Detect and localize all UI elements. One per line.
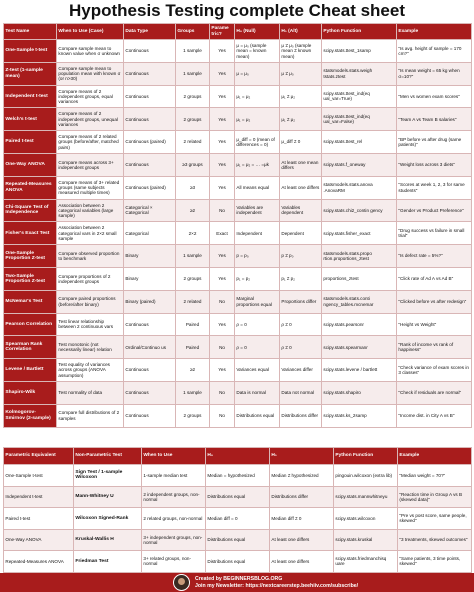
table-cell: No: [210, 199, 235, 222]
table-cell: Compare paired proportions (before/after binary): [57, 290, 124, 313]
column-header: H₀ (Null): [235, 24, 280, 40]
table-cell: Yes: [210, 62, 235, 85]
table-cell: At least one differs: [280, 176, 322, 199]
table-cell: p ≠ p₀: [280, 245, 322, 268]
table-cell: Yes: [210, 313, 235, 336]
table-cell: 2 groups: [176, 108, 210, 131]
table-row: [4, 336, 472, 359]
table-cell: scipy.stats.ttest_ind(eq ual_var=True): [322, 85, 397, 108]
table-cell: ≥2: [176, 359, 210, 382]
table-cell: scipy.stats.kruskal: [334, 529, 398, 551]
table-cell: scipy.stats.pearsonr: [322, 313, 397, 336]
table-row: [4, 40, 472, 63]
table-cell: Compare sample mean to known value when σ unknown: [57, 40, 124, 63]
table-cell: "Is defect rate = 5%?": [397, 245, 472, 268]
row-label-cell: Repeated-Measures ANOVA: [4, 551, 74, 573]
table-row: [4, 131, 472, 154]
column-header: Example: [398, 448, 472, 465]
table-cell: p = p₀: [235, 245, 280, 268]
table-cell: 3+ independent groups, non-normal: [142, 529, 206, 551]
table-cell: scipy.stats.levene / bartlett: [322, 359, 397, 382]
table-cell: scipy.stats.mannwhitneyu: [334, 486, 398, 508]
table-row: [4, 508, 472, 530]
table-cell: Variables dependent: [280, 199, 322, 222]
author-avatar: [173, 574, 190, 591]
column-header: Example: [397, 24, 472, 40]
table-cell: statsmodels.stats.conti ngency_tables.mcnemar: [322, 290, 397, 313]
table-cell: ≥3 groups: [176, 153, 210, 176]
table-cell: "Income dist. in City A vs B": [397, 404, 472, 427]
column-header: When to Use: [142, 448, 206, 465]
table-cell: Binary: [124, 267, 176, 290]
table-cell: Friedman Test: [74, 551, 142, 573]
row-label-cell: Levene / Bartlett: [4, 359, 57, 382]
table-cell: Wilcoxon Signed-Rank: [74, 508, 142, 530]
table-cell: Compare means of 3+ related groups (same subjects measured multiple times): [57, 176, 124, 199]
table-cell: Compare means of 2 related groups (before/after, matched pairs): [57, 131, 124, 154]
table-cell: scipy.stats.f_oneway: [322, 153, 397, 176]
table-cell: Continuous (paired): [124, 176, 176, 199]
table-cell: No: [210, 404, 235, 427]
table-cell: Data not normal: [280, 381, 322, 404]
table-cell: scipy.stats.friedmanchisq uare: [334, 551, 398, 573]
table-cell: 1 sample: [176, 62, 210, 85]
table-cell: "Check if residuals are normal": [397, 381, 472, 404]
table-cell: scipy.stats.ttest_1samp: [322, 40, 397, 63]
table-cell: 2 independent groups, non-normal: [142, 486, 206, 508]
table-cell: Continuous: [124, 404, 176, 427]
table-cell: "Median weight = 70?": [398, 465, 472, 487]
table-cell: "BP before vs after drug (same patients)": [397, 131, 472, 154]
table-cell: "3 treatments, skewed outcomes": [398, 529, 472, 551]
table-cell: "Is mean weight = 65 kg when σ=10?": [397, 62, 472, 85]
table-cell: 2×2: [176, 222, 210, 245]
table-row: [4, 290, 472, 313]
table-cell: Proportions differ: [280, 290, 322, 313]
table-cell: scipy.stats.spearmanr: [322, 336, 397, 359]
table-cell: "Rank of income vs rank of happiness": [397, 336, 472, 359]
table-cell: Kruskal-Wallis H: [74, 529, 142, 551]
table-cell: Binary: [124, 245, 176, 268]
table-cell: Yes: [210, 108, 235, 131]
table-cell: Median ≠ hypothesized: [270, 465, 334, 487]
table-cell: Distributions equal: [206, 551, 270, 573]
table-cell: "Is avg. height of sample = 170 cm?": [397, 40, 472, 63]
table-cell: Test linear relationship between 2 continuous vars: [57, 313, 124, 336]
row-label-cell: McNemar's Test: [4, 290, 57, 313]
table-cell: scipy.stats.shapiro: [322, 381, 397, 404]
table-cell: Continuous: [124, 153, 176, 176]
table-cell: Variables are independent: [235, 199, 280, 222]
table-header-row: [4, 24, 472, 40]
table-cell: ≥3: [176, 176, 210, 199]
column-header: Python Function: [322, 24, 397, 40]
table-cell: μ₁ ≠ μ₂: [280, 108, 322, 131]
table-row: [4, 313, 472, 336]
row-label-cell: Paired t-test: [4, 508, 74, 530]
row-label-cell: Paired t-test: [4, 131, 57, 154]
nonparametric-tests-table: [3, 447, 472, 573]
table-cell: 2 related: [176, 290, 210, 313]
table-cell: 1 sample: [176, 245, 210, 268]
table-cell: Compare means across 3+ independent groups: [57, 153, 124, 176]
table-cell: Compare observed proportion to benchmark: [57, 245, 124, 268]
table-row: [4, 381, 472, 404]
table-cell: scipy.stats.ttest_ind(eq ual_var=False): [322, 108, 397, 131]
table-cell: No: [210, 336, 235, 359]
footer-newsletter-link[interactable]: Join my Newsletter: https://nextcareerstep.beehiiv.com/subscribe/: [195, 583, 359, 589]
table-row: [4, 529, 472, 551]
table-cell: μ ≠ μ₀ (sample mean ≠ known mean): [280, 40, 322, 63]
table-cell: "Reaction time in Group A vs B (skewed data)": [398, 486, 472, 508]
table-cell: At least one mean differs: [280, 153, 322, 176]
table-cell: scipy.stats.ttest_rel: [322, 131, 397, 154]
table-cell: Continuous: [124, 40, 176, 63]
table-cell: "Team A vs Team B salaries": [397, 108, 472, 131]
column-header: When to Use (Case): [57, 24, 124, 40]
table-cell: μ₁ = μ₂ = … =μk: [235, 153, 280, 176]
table-cell: Continuous: [124, 313, 176, 336]
row-label-cell: Independent t-test: [4, 85, 57, 108]
table-cell: Dependent: [280, 222, 322, 245]
table-cell: Median diff ≠ 0: [270, 508, 334, 530]
table-cell: Marginal proportions equal: [235, 290, 280, 313]
row-label-cell: Welch's t-test: [4, 108, 57, 131]
table-row: [4, 267, 472, 290]
table-cell: 2 related groups, non-normal: [142, 508, 206, 530]
row-label-cell: Z-test (1-sample mean): [4, 62, 57, 85]
table-cell: μ = μ₀ (sample mean = known mean): [235, 40, 280, 63]
table-cell: Continuous: [124, 85, 176, 108]
table-row: [4, 222, 472, 245]
row-label-cell: One-Sample t-test: [4, 465, 74, 487]
table-cell: Test monotonic (not necessarily linear) relation: [57, 336, 124, 359]
table-cell: 1-sample median test: [142, 465, 206, 487]
table-cell: All means equal: [235, 176, 280, 199]
table-cell: Continuous (paired): [124, 131, 176, 154]
row-label-cell: Fisher's Exact Test: [4, 222, 57, 245]
table-cell: μ ≠ μ₀: [280, 62, 322, 85]
row-label-cell: Independent t-test: [4, 486, 74, 508]
column-header: H₁ (Alt): [280, 24, 322, 40]
table-cell: Compare sample mean to population mean with known σ (or n>30): [57, 62, 124, 85]
table-cell: Yes: [210, 245, 235, 268]
table-cell: Exact: [210, 222, 235, 245]
table-cell: μ₁ = μ₂: [235, 85, 280, 108]
table-cell: "Gender vs Product Preference": [397, 199, 472, 222]
table-cell: Compare means of 2 independent groups, unequal variances: [57, 108, 124, 131]
table-cell: "Check variance of exam scores in 3 classes": [397, 359, 472, 382]
column-header: H₀: [206, 448, 270, 465]
column-header: Parame tric?: [210, 24, 235, 40]
table-row: [4, 176, 472, 199]
table-cell: μ₁ ≠ μ₂: [280, 85, 322, 108]
table-cell: At least one differs: [270, 529, 334, 551]
table-row: [4, 465, 472, 487]
table-cell: "Men vs women exam scores": [397, 85, 472, 108]
table-cell: Yes: [210, 267, 235, 290]
table-cell: Mann-Whitney U: [74, 486, 142, 508]
table-cell: Binary (paired): [124, 290, 176, 313]
table-cell: Continuous: [124, 62, 176, 85]
column-header: Data Type: [124, 24, 176, 40]
table-cell: Paired: [176, 313, 210, 336]
table-cell: 2 groups: [176, 267, 210, 290]
row-label-cell: One-Way ANOVA: [4, 153, 57, 176]
table-cell: Yes: [210, 359, 235, 382]
footer-credit: Created by BEGINNERSBLOG.ORG: [195, 576, 283, 582]
table-cell: Test normality of data: [57, 381, 124, 404]
column-header: Test Name: [4, 24, 57, 40]
table-cell: 2 groups: [176, 404, 210, 427]
row-label-cell: One-Way ANOVA: [4, 529, 74, 551]
table-cell: μ = μ₀: [235, 62, 280, 85]
table-row: [4, 199, 472, 222]
table-body: [4, 465, 472, 573]
table-cell: Yes: [210, 176, 235, 199]
table-cell: 1 sample: [176, 381, 210, 404]
table-cell: "Click rate of Ad A vs Ad B": [397, 267, 472, 290]
table-cell: Distributions differ: [280, 404, 322, 427]
column-header: Python Function: [334, 448, 398, 465]
table-cell: 2 related: [176, 131, 210, 154]
table-cell: p₁ ≠ p₂: [280, 267, 322, 290]
table-cell: Sign Test / 1-sample Wilcoxon: [74, 465, 142, 487]
table-cell: statsmodels.stats.anova .AnovaRM: [322, 176, 397, 199]
table-cell: Categorical: [124, 222, 176, 245]
table-cell: Data is normal: [235, 381, 280, 404]
row-label-cell: Two-Sample Proportion Z-test: [4, 267, 57, 290]
column-header: Groups: [176, 24, 210, 40]
table-cell: No: [210, 381, 235, 404]
column-header: H₁: [270, 448, 334, 465]
table-cell: Distributions equal: [206, 529, 270, 551]
table-cell: Yes: [210, 131, 235, 154]
table-row: [4, 62, 472, 85]
table-cell: scipy.stats.wilcoxon: [334, 508, 398, 530]
column-header: Non-Parametric Test: [74, 448, 142, 465]
table-cell: Compare means of 2 independent groups, equal variances: [57, 85, 124, 108]
table-cell: statsmodels.stats.weigh tstats.ztest: [322, 62, 397, 85]
table-cell: Compare full distributions of 2 samples: [57, 404, 124, 427]
table-row: [4, 404, 472, 427]
table-row: [4, 359, 472, 382]
table-cell: Variances differ: [280, 359, 322, 382]
table-cell: ρ = 0: [235, 313, 280, 336]
table-cell: "Height vs Weight": [397, 313, 472, 336]
row-label-cell: Chi-Square Test of Independence: [4, 199, 57, 222]
table-cell: Continuous: [124, 381, 176, 404]
table-cell: scipy.stats.fisher_exact: [322, 222, 397, 245]
table-cell: Ordinal/Continuo us: [124, 336, 176, 359]
table-body: [4, 40, 472, 428]
table-cell: "Weight loss across 3 diets": [397, 153, 472, 176]
table-cell: ρ ≠ 0: [280, 313, 322, 336]
table-cell: Distributions equal: [235, 404, 280, 427]
table-cell: pingouin.wilcoxon (extra lib): [334, 465, 398, 487]
table-cell: "Drug success vs failure in small trial": [397, 222, 472, 245]
table-cell: Paired: [176, 336, 210, 359]
row-label-cell: One-Sample t-test: [4, 40, 57, 63]
table-cell: 2 groups: [176, 85, 210, 108]
table-cell: Yes: [210, 153, 235, 176]
table-cell: μ₁ = μ₂: [235, 108, 280, 131]
row-label-cell: One-Sample Proportion Z-test: [4, 245, 57, 268]
table-cell: Categorical × Categorical: [124, 199, 176, 222]
row-label-cell: Shapiro-Wilk: [4, 381, 57, 404]
column-header: Parametric Equivalent: [4, 448, 74, 465]
table-cell: 1 sample: [176, 40, 210, 63]
table-header-row: [4, 448, 472, 465]
table-cell: Distributions differ: [270, 486, 334, 508]
table-cell: μ_diff ≠ 0: [280, 131, 322, 154]
table-cell: Independent: [235, 222, 280, 245]
table-cell: "Pre vs post score, same people, skewed": [398, 508, 472, 530]
table-cell: Continuous: [124, 108, 176, 131]
table-cell: Yes: [210, 40, 235, 63]
table-cell: No: [210, 290, 235, 313]
table-cell: scipy.stats.chi2_contin gency: [322, 199, 397, 222]
parametric-tests-table: [3, 23, 472, 428]
table-cell: Compare proportions of 2 independent groups: [57, 267, 124, 290]
table-cell: Test equality of variances across groups (ANOVA assumption): [57, 359, 124, 382]
table-row: [4, 245, 472, 268]
table-row: [4, 486, 472, 508]
row-label-cell: Pearson Correlation: [4, 313, 57, 336]
table-row: [4, 153, 472, 176]
table-cell: 3+ related groups, non-normal: [142, 551, 206, 573]
table-cell: At least one differs: [270, 551, 334, 573]
table-cell: Yes: [210, 85, 235, 108]
table-cell: μ_diff = 0 (mean of differences = 0): [235, 131, 280, 154]
table-cell: Median diff = 0: [206, 508, 270, 530]
table-row: [4, 551, 472, 573]
table-cell: proportions_ztest: [322, 267, 397, 290]
table-cell: "Clicked before vs after redesign": [397, 290, 472, 313]
table-cell: Variances equal: [235, 359, 280, 382]
row-label-cell: Spearman Rank Correlation: [4, 336, 57, 359]
table-cell: ρ = 0: [235, 336, 280, 359]
table-cell: p₁ = p₂: [235, 267, 280, 290]
table-cell: Association between 2 categorical variables (large sample): [57, 199, 124, 222]
table-row: [4, 85, 472, 108]
table-cell: scipy.stats.ks_2samp: [322, 404, 397, 427]
table-cell: statsmodels.stats.propo rtion.proportions_ztest: [322, 245, 397, 268]
row-label-cell: Repeated-Measures ANOVA: [4, 176, 57, 199]
table-cell: Continuous: [124, 359, 176, 382]
table-cell: "Same patients, 3 time points, skewed": [398, 551, 472, 573]
table-cell: Median = hypothesized: [206, 465, 270, 487]
table-cell: ≥2: [176, 199, 210, 222]
table-cell: Distributions equal: [206, 486, 270, 508]
table-cell: "Scores at week 1, 2, 3 for same students": [397, 176, 472, 199]
table-row: [4, 108, 472, 131]
page-title: Hypothesis Testing complete Cheat sheet: [69, 1, 405, 20]
row-label-cell: Kolmogorov-Smirnov (2-sample): [4, 404, 57, 427]
table-cell: ρ ≠ 0: [280, 336, 322, 359]
table-cell: Association between 2 categorical vars in 2×2 small sample: [57, 222, 124, 245]
